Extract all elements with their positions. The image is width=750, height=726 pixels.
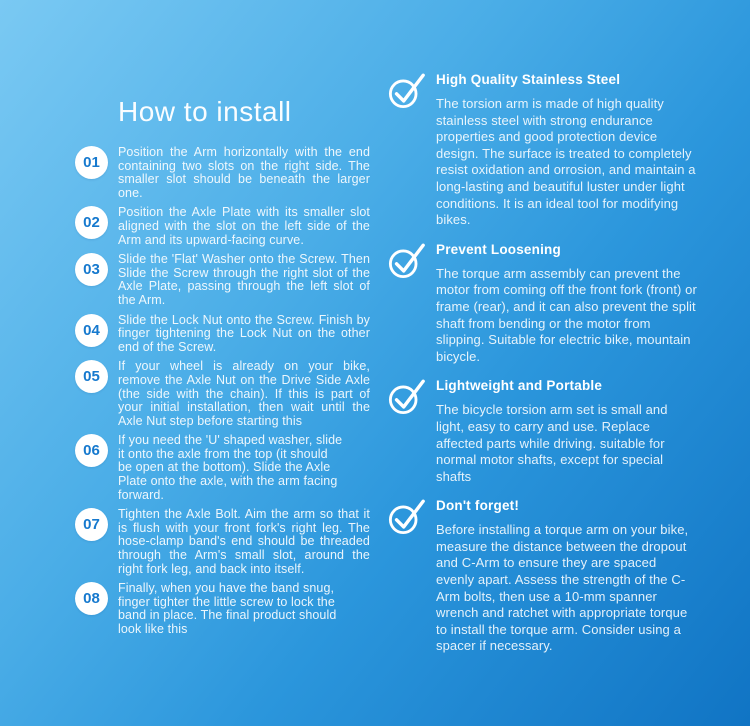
feature-text: Before installing a torque arm on your bike, measure the distance between the dropout and C-Arm to ensure they are spaced evenly apart. Assess the strength of the C-Arm bolts, then use a 10-mm spanner wrench and ratchet with appropriate torque to install the torque arm. Consider using a spacer if necessary.	[436, 522, 689, 654]
step-text: Position the Arm horizontally with the end containing two slots on the right side. The smaller slot should be beneath the larger one.	[118, 145, 370, 200]
step-number-badge	[75, 508, 108, 541]
feature-body	[436, 378, 698, 485]
step-number-badge	[75, 360, 108, 393]
step-number-badge	[75, 146, 108, 179]
feature-heading: Don't forget!	[436, 498, 520, 514]
feature-item	[388, 72, 700, 229]
step-number: 07	[83, 516, 100, 534]
step-number-badge	[75, 253, 108, 286]
feature-body	[436, 72, 698, 229]
step-text: If you need the 'U' shaped washer, slide it onto the axle from the top (it should be open at the bottom). Slide the Axle Plate onto the axle, with the arm facing forward.	[118, 433, 343, 502]
features-section	[388, 72, 700, 668]
check-icon	[388, 70, 426, 110]
install-step	[75, 146, 385, 200]
step-number-badge	[75, 314, 108, 347]
feature-text: The bicycle torsion arm set is small and light, easy to carry and use. Replace affected parts while driving. suitable for normal motor shafts, except for special shafts	[436, 402, 668, 484]
install-step	[75, 253, 385, 307]
page-title: How to install	[118, 96, 292, 127]
step-number: 08	[83, 590, 100, 608]
install-step	[75, 508, 385, 576]
install-step	[75, 360, 385, 428]
step-text: Position the Axle Plate with its smaller slot aligned with the slot on the left side of the Arm and its upward-facing curve.	[118, 205, 370, 247]
step-number: 05	[83, 368, 100, 386]
check-icon	[388, 496, 426, 536]
step-number: 04	[83, 321, 100, 339]
feature-text: The torsion arm is made of high quality stainless steel with strong endurance properties and good protection device design. The surface is treated to completely resist oxidation and orrosion, and maintain a long-lasting and beautiful luster under light conditions. It is an ideal tool for modifying bikes.	[436, 96, 696, 228]
step-number-badge	[75, 206, 108, 239]
feature-item	[388, 242, 700, 366]
step-number: 03	[83, 261, 100, 279]
step-text: Tighten the Axle Bolt. Aim the arm so that it is flush with your front fork's right leg. The hose-clamp band's end should be threaded through the Arm's small slot, around the right fork leg, and back into itself.	[118, 507, 370, 576]
check-icon	[388, 240, 426, 280]
install-steps	[75, 146, 385, 637]
step-number-badge	[75, 434, 108, 467]
step-number: 02	[83, 214, 100, 232]
feature-text: The torque arm assembly can prevent the motor from coming off the front fork (front) or frame (rear), and it can also prevent the split shaft from bending or the motor from slipping. Suitable for electric bike, mountain bicycle.	[436, 265, 697, 364]
install-step	[75, 434, 385, 502]
step-number-badge	[75, 582, 108, 615]
install-step	[75, 314, 385, 355]
feature-heading: Prevent Loosening	[436, 241, 561, 257]
step-text: If your wheel is already on your bike, remove the Axle Nut on the Drive Side Axle (the side with the chain). If this is part of your initial installation, then wait until the Axle Nut step before starting this	[118, 359, 370, 428]
check-icon	[388, 376, 426, 416]
install-step	[75, 582, 385, 636]
feature-body	[436, 498, 698, 655]
step-text: Slide the Lock Nut onto the Screw. Finish by finger tightening the Lock Nut on the other end of the Screw.	[118, 312, 370, 354]
install-section	[75, 96, 385, 643]
step-number: 01	[83, 154, 100, 171]
step-text: Finally, when you have the band snug, finger tighter the little screw to lock the band in place. The final product should look like this	[118, 581, 337, 636]
install-step	[75, 206, 385, 247]
feature-item	[388, 498, 700, 655]
feature-heading: High Quality Stainless Steel	[436, 72, 621, 87]
feature-item	[388, 378, 700, 485]
step-text: Slide the 'Flat' Washer onto the Screw. Then Slide the Screw through the right slot of the Axle Plate, passing through the left slot of the Arm.	[118, 252, 370, 307]
step-number: 06	[83, 442, 100, 460]
feature-heading: Lightweight and Portable	[436, 378, 603, 394]
feature-body	[436, 242, 698, 366]
